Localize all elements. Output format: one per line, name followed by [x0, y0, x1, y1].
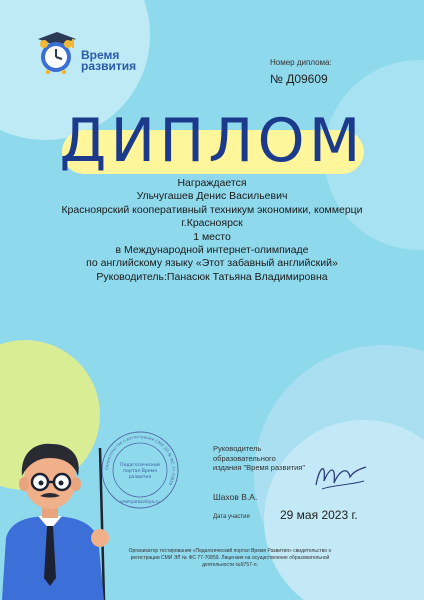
- diploma-number-label: Номер диплома:: [270, 58, 332, 67]
- stamp-center-line3: развития: [128, 475, 152, 480]
- footer-note: [110, 548, 350, 569]
- page-title: ДИПЛОМ: [59, 106, 365, 176]
- logo-line2: развития: [81, 59, 137, 73]
- recipient-name: Ульчугашев Денис Васильевич: [136, 190, 288, 203]
- stamp-center-line2: портал Время: [123, 469, 157, 474]
- signatory-role-line1: Руководитель: [213, 444, 262, 453]
- institution: Красноярский кооперативный техникум экономики, коммерци: [61, 203, 363, 216]
- signature-icon: [310, 455, 370, 495]
- city: г.Красноярск: [181, 217, 243, 230]
- signatory-name: Шахов В.А.: [213, 492, 258, 502]
- teacher-character-icon: [0, 418, 120, 600]
- footer-line1: Организатор тестирования «Педагогический портал Время Развития» свидетельство о: [128, 548, 332, 554]
- event: в Международной интернет-олимпиаде: [115, 244, 309, 257]
- logo-line1: Время: [81, 48, 120, 62]
- footer-line3: деятельности №9757-л.: [202, 562, 258, 568]
- diploma-number-value: № Д09609: [270, 72, 328, 86]
- date-value: 29 мая 2023 г.: [280, 508, 358, 522]
- award-text: [0, 177, 424, 284]
- signatory-role-line2: образовательного: [213, 453, 276, 463]
- awarded-label: Награждается: [177, 177, 247, 189]
- stamp-site: vremyarazvitiya.ru: [120, 499, 160, 504]
- stamp-center-line1: Педагогический: [120, 463, 160, 468]
- signatory-role-line3: издания "Время развития": [213, 463, 306, 472]
- subject: по английскому языку «Этот забавный английский»: [86, 257, 338, 270]
- date-label: Дата участия: [213, 514, 250, 520]
- clock-mascot-icon: [34, 30, 80, 76]
- stamp-ring-text: Свидетельство о регистрации СМИ ЭЛ № ФС 77-70859: [103, 433, 177, 487]
- logo: [34, 30, 154, 80]
- signatory-role: [213, 444, 305, 473]
- supervisor: Руководитель:Панасюк Татьяна Владимировна: [96, 270, 328, 283]
- footer-line2: регистрации СМИ ЭЛ № ФС 77-70859. Лицензия на осуществление образовательной: [130, 555, 330, 561]
- place: 1 место: [193, 230, 231, 243]
- logo-text: [81, 50, 136, 72]
